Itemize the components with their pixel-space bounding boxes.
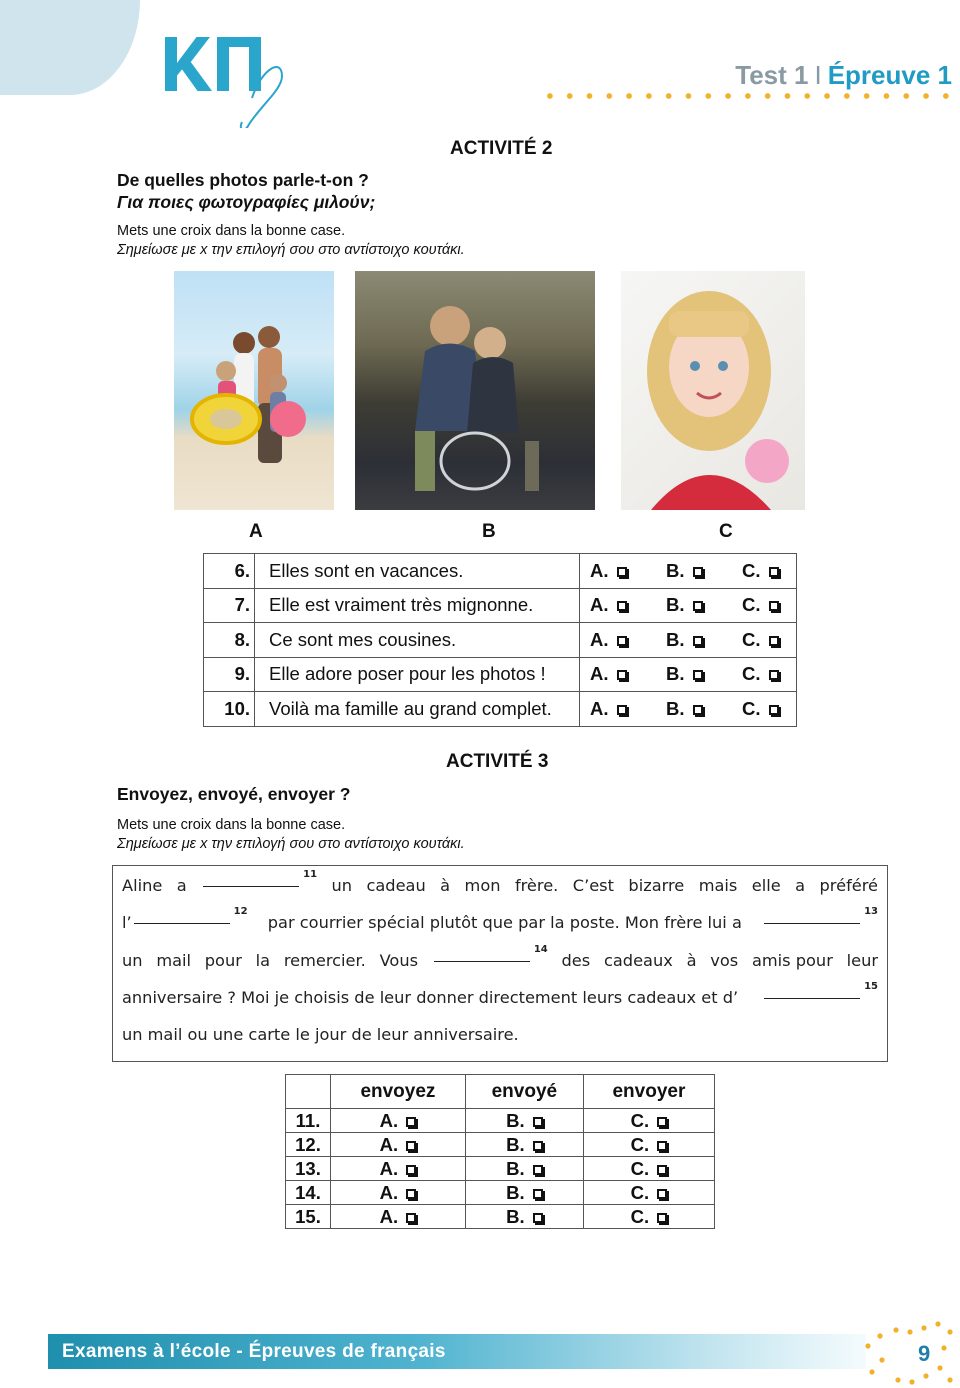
option-a[interactable]: A.: [331, 1133, 466, 1157]
option-b[interactable]: B.: [465, 1205, 583, 1229]
checkbox-icon[interactable]: [769, 670, 779, 680]
table-row: [204, 554, 797, 589]
text-line-2: [122, 906, 878, 932]
checkbox-icon[interactable]: [769, 601, 779, 611]
text-segment: un mail ou une carte le jour de leur anniversaire.: [122, 1025, 519, 1044]
option-b[interactable]: B.: [465, 1157, 583, 1181]
option-a[interactable]: A.: [331, 1181, 466, 1205]
text-line-1: [122, 869, 878, 895]
checkbox-icon[interactable]: [657, 1117, 667, 1127]
row-number: 10.: [204, 692, 255, 727]
option-b[interactable]: B.: [465, 1133, 583, 1157]
blank-15[interactable]: 15: [762, 988, 878, 1007]
text-segment: par courrier spécial plutôt que par la poste. Mon frère lui a: [267, 913, 742, 932]
checkbox-icon[interactable]: [693, 670, 703, 680]
option-c[interactable]: C.: [583, 1109, 714, 1133]
row-sentence: Elles sont en vacances.: [255, 554, 580, 589]
option-a[interactable]: A.: [590, 698, 666, 720]
blank-12-group: l’$^{12}$: [122, 906, 248, 932]
checkbox-icon[interactable]: [769, 705, 779, 715]
checkbox-icon[interactable]: [769, 636, 779, 646]
text-word: préféré: [819, 876, 878, 895]
test-label: Test 1: [735, 60, 809, 90]
row-number: 13.: [286, 1157, 331, 1181]
blank-12[interactable]: 12: [132, 913, 248, 932]
photo-label-b: B: [482, 521, 496, 542]
row-number: 12.: [286, 1133, 331, 1157]
option-a[interactable]: A.: [331, 1109, 466, 1133]
activity2-question-fr: De quelles photos parle-t-on ?: [117, 170, 369, 190]
text-word: remercier.: [283, 951, 366, 970]
activity2-instruction-fr: Mets une croix dans la bonne case.: [117, 223, 346, 239]
activity2-instruction-gr: Σημείωσε με x την επιλογή σου στο αντίστοιχο κουτάκι.: [117, 242, 465, 258]
option-c[interactable]: C.: [583, 1157, 714, 1181]
row-number: 14.: [286, 1181, 331, 1205]
option-c[interactable]: C.: [583, 1133, 714, 1157]
text-word: des: [561, 951, 591, 970]
header-corner-decoration: [0, 0, 140, 95]
option-b[interactable]: B.: [465, 1109, 583, 1133]
text-word: pour: [204, 951, 242, 970]
activity2-question-gr: Για ποιες φωτογραφίες μιλούν;: [117, 192, 376, 212]
photo-label-a: A: [249, 521, 263, 542]
table-row: [286, 1157, 715, 1181]
option-c[interactable]: C.: [742, 629, 779, 651]
publisher-logo: [160, 28, 300, 128]
checkbox-icon[interactable]: [617, 567, 627, 577]
option-c[interactable]: C.: [742, 663, 779, 685]
blank-14[interactable]: 14: [432, 951, 548, 970]
activity3-instruction-gr: Σημείωσε με x την επιλογή σου στο αντίστοιχο κουτάκι.: [117, 836, 465, 852]
table-header-row: [286, 1075, 715, 1109]
text-word: cadeau: [366, 876, 426, 895]
option-c[interactable]: C.: [742, 698, 779, 720]
option-a[interactable]: A.: [331, 1157, 466, 1181]
header-dotted-line: [540, 93, 958, 99]
checkbox-icon[interactable]: [533, 1189, 543, 1199]
option-c[interactable]: C.: [742, 560, 779, 582]
table-row: [286, 1109, 715, 1133]
photo-label-c: C: [719, 521, 733, 542]
option-a[interactable]: A.: [590, 629, 666, 651]
checkbox-icon[interactable]: [406, 1213, 416, 1223]
table-row: [204, 657, 797, 692]
row-number: 8.: [204, 623, 255, 658]
checkbox-icon[interactable]: [533, 1213, 543, 1223]
blank-11[interactable]: 11: [201, 876, 317, 895]
option-b[interactable]: B.: [666, 663, 742, 685]
option-a[interactable]: A.: [590, 594, 666, 616]
photo-a-family-beach: [174, 271, 334, 510]
row-options: [580, 623, 797, 658]
text-word: un: [331, 876, 353, 895]
text-word: mon: [464, 876, 501, 895]
row-options: [580, 692, 797, 727]
fill-in-text-box: [112, 865, 888, 1062]
checkbox-icon[interactable]: [617, 601, 627, 611]
test-title: [735, 60, 952, 91]
blank-13[interactable]: 13: [762, 913, 878, 932]
footer-dots-decoration: [862, 1318, 958, 1388]
column-header-envoyer: envoyer: [583, 1075, 714, 1109]
checkbox-icon[interactable]: [657, 1165, 667, 1175]
option-c[interactable]: C.: [742, 594, 779, 616]
activity2-title: ACTIVITÉ 2: [450, 138, 553, 159]
checkbox-icon[interactable]: [693, 705, 703, 715]
text-word: mail: [156, 951, 191, 970]
column-header-empty: [286, 1075, 331, 1109]
epreuve-label: Épreuve 1: [827, 60, 952, 90]
table-row: [204, 588, 797, 623]
checkbox-icon[interactable]: [617, 670, 627, 680]
text-word: vos: [710, 951, 739, 970]
text-word: a: [795, 876, 806, 895]
row-number: 15.: [286, 1205, 331, 1229]
text-line-5: [122, 1025, 878, 1044]
row-options: [580, 588, 797, 623]
text-line-4: [122, 981, 878, 1007]
text-word: bizarre: [628, 876, 685, 895]
checkbox-icon[interactable]: [533, 1117, 543, 1127]
row-number: 9.: [204, 657, 255, 692]
option-a[interactable]: A.: [590, 663, 666, 685]
row-options: [580, 657, 797, 692]
column-header-envoye: envoyé: [465, 1075, 583, 1109]
checkbox-icon[interactable]: [693, 567, 703, 577]
checkbox-icon[interactable]: [533, 1165, 543, 1175]
text-word: amis pour: [751, 951, 833, 970]
activity2-answer-table: [203, 553, 797, 727]
photo-c-girl-lollipop: [621, 271, 805, 510]
row-options: [580, 554, 797, 589]
option-a[interactable]: A.: [590, 560, 666, 582]
text-word: frère.: [514, 876, 559, 895]
activity3-question-fr: Envoyez, envoyé, envoyer ?: [117, 784, 351, 804]
text-segment: anniversaire ? Moi je choisis de leur donner directement leurs cadeaux et d’: [122, 988, 739, 1007]
table-row: [204, 692, 797, 727]
text-word: à: [686, 951, 697, 970]
text-word: Vous: [379, 951, 419, 970]
table-row: [286, 1181, 715, 1205]
activity3-title: ACTIVITÉ 3: [446, 751, 549, 772]
text-word: a: [176, 876, 187, 895]
footer-title: Examens à l’école - Épreuves de français: [62, 1341, 446, 1362]
checkbox-icon[interactable]: [769, 567, 779, 577]
row-sentence: Ce sont mes cousines.: [255, 623, 580, 658]
activity3-instruction-fr: Mets une croix dans la bonne case.: [117, 817, 346, 833]
text-word: elle: [751, 876, 781, 895]
row-number: 11.: [286, 1109, 331, 1133]
checkbox-icon[interactable]: [693, 636, 703, 646]
row-number: 6.: [204, 554, 255, 589]
text-word: leur: [846, 951, 878, 970]
table-row: [286, 1205, 715, 1229]
option-b[interactable]: B.: [666, 698, 742, 720]
option-b[interactable]: B.: [666, 560, 742, 582]
text-word: cadeaux: [603, 951, 673, 970]
activity3-answer-table: [285, 1074, 715, 1229]
checkbox-icon[interactable]: [406, 1165, 416, 1175]
text-word: mais: [698, 876, 738, 895]
checkbox-icon[interactable]: [617, 636, 627, 646]
photo-b-girls-fishing-net: [355, 271, 595, 510]
option-b[interactable]: B.: [465, 1181, 583, 1205]
column-header-envoyez: envoyez: [331, 1075, 466, 1109]
checkbox-icon[interactable]: [657, 1141, 667, 1151]
option-c[interactable]: C.: [583, 1181, 714, 1205]
checkbox-icon[interactable]: [406, 1117, 416, 1127]
row-number: 7.: [204, 588, 255, 623]
option-b[interactable]: B.: [666, 594, 742, 616]
checkbox-icon[interactable]: [693, 601, 703, 611]
text-word: la: [255, 951, 271, 970]
title-separator: I: [814, 60, 822, 90]
option-c[interactable]: C.: [583, 1205, 714, 1229]
row-sentence: Elle est vraiment très mignonne.: [255, 588, 580, 623]
row-sentence: Voilà ma famille au grand complet.: [255, 692, 580, 727]
checkbox-icon[interactable]: [617, 705, 627, 715]
text-word: C’est: [572, 876, 614, 895]
option-b[interactable]: B.: [666, 629, 742, 651]
table-row: [286, 1133, 715, 1157]
page-number: 9: [918, 1341, 931, 1366]
table-row: [204, 623, 797, 658]
checkbox-icon[interactable]: [657, 1189, 667, 1199]
checkbox-icon[interactable]: [406, 1189, 416, 1199]
text-word: un: [122, 951, 143, 970]
text-word: Aline: [122, 876, 163, 895]
text-line-3: [122, 944, 878, 970]
option-a[interactable]: A.: [331, 1205, 466, 1229]
checkbox-icon[interactable]: [406, 1141, 416, 1151]
text-word: à: [440, 876, 451, 895]
checkbox-icon[interactable]: [657, 1213, 667, 1223]
row-sentence: Elle adore poser pour les photos !: [255, 657, 580, 692]
checkbox-icon[interactable]: [533, 1141, 543, 1151]
